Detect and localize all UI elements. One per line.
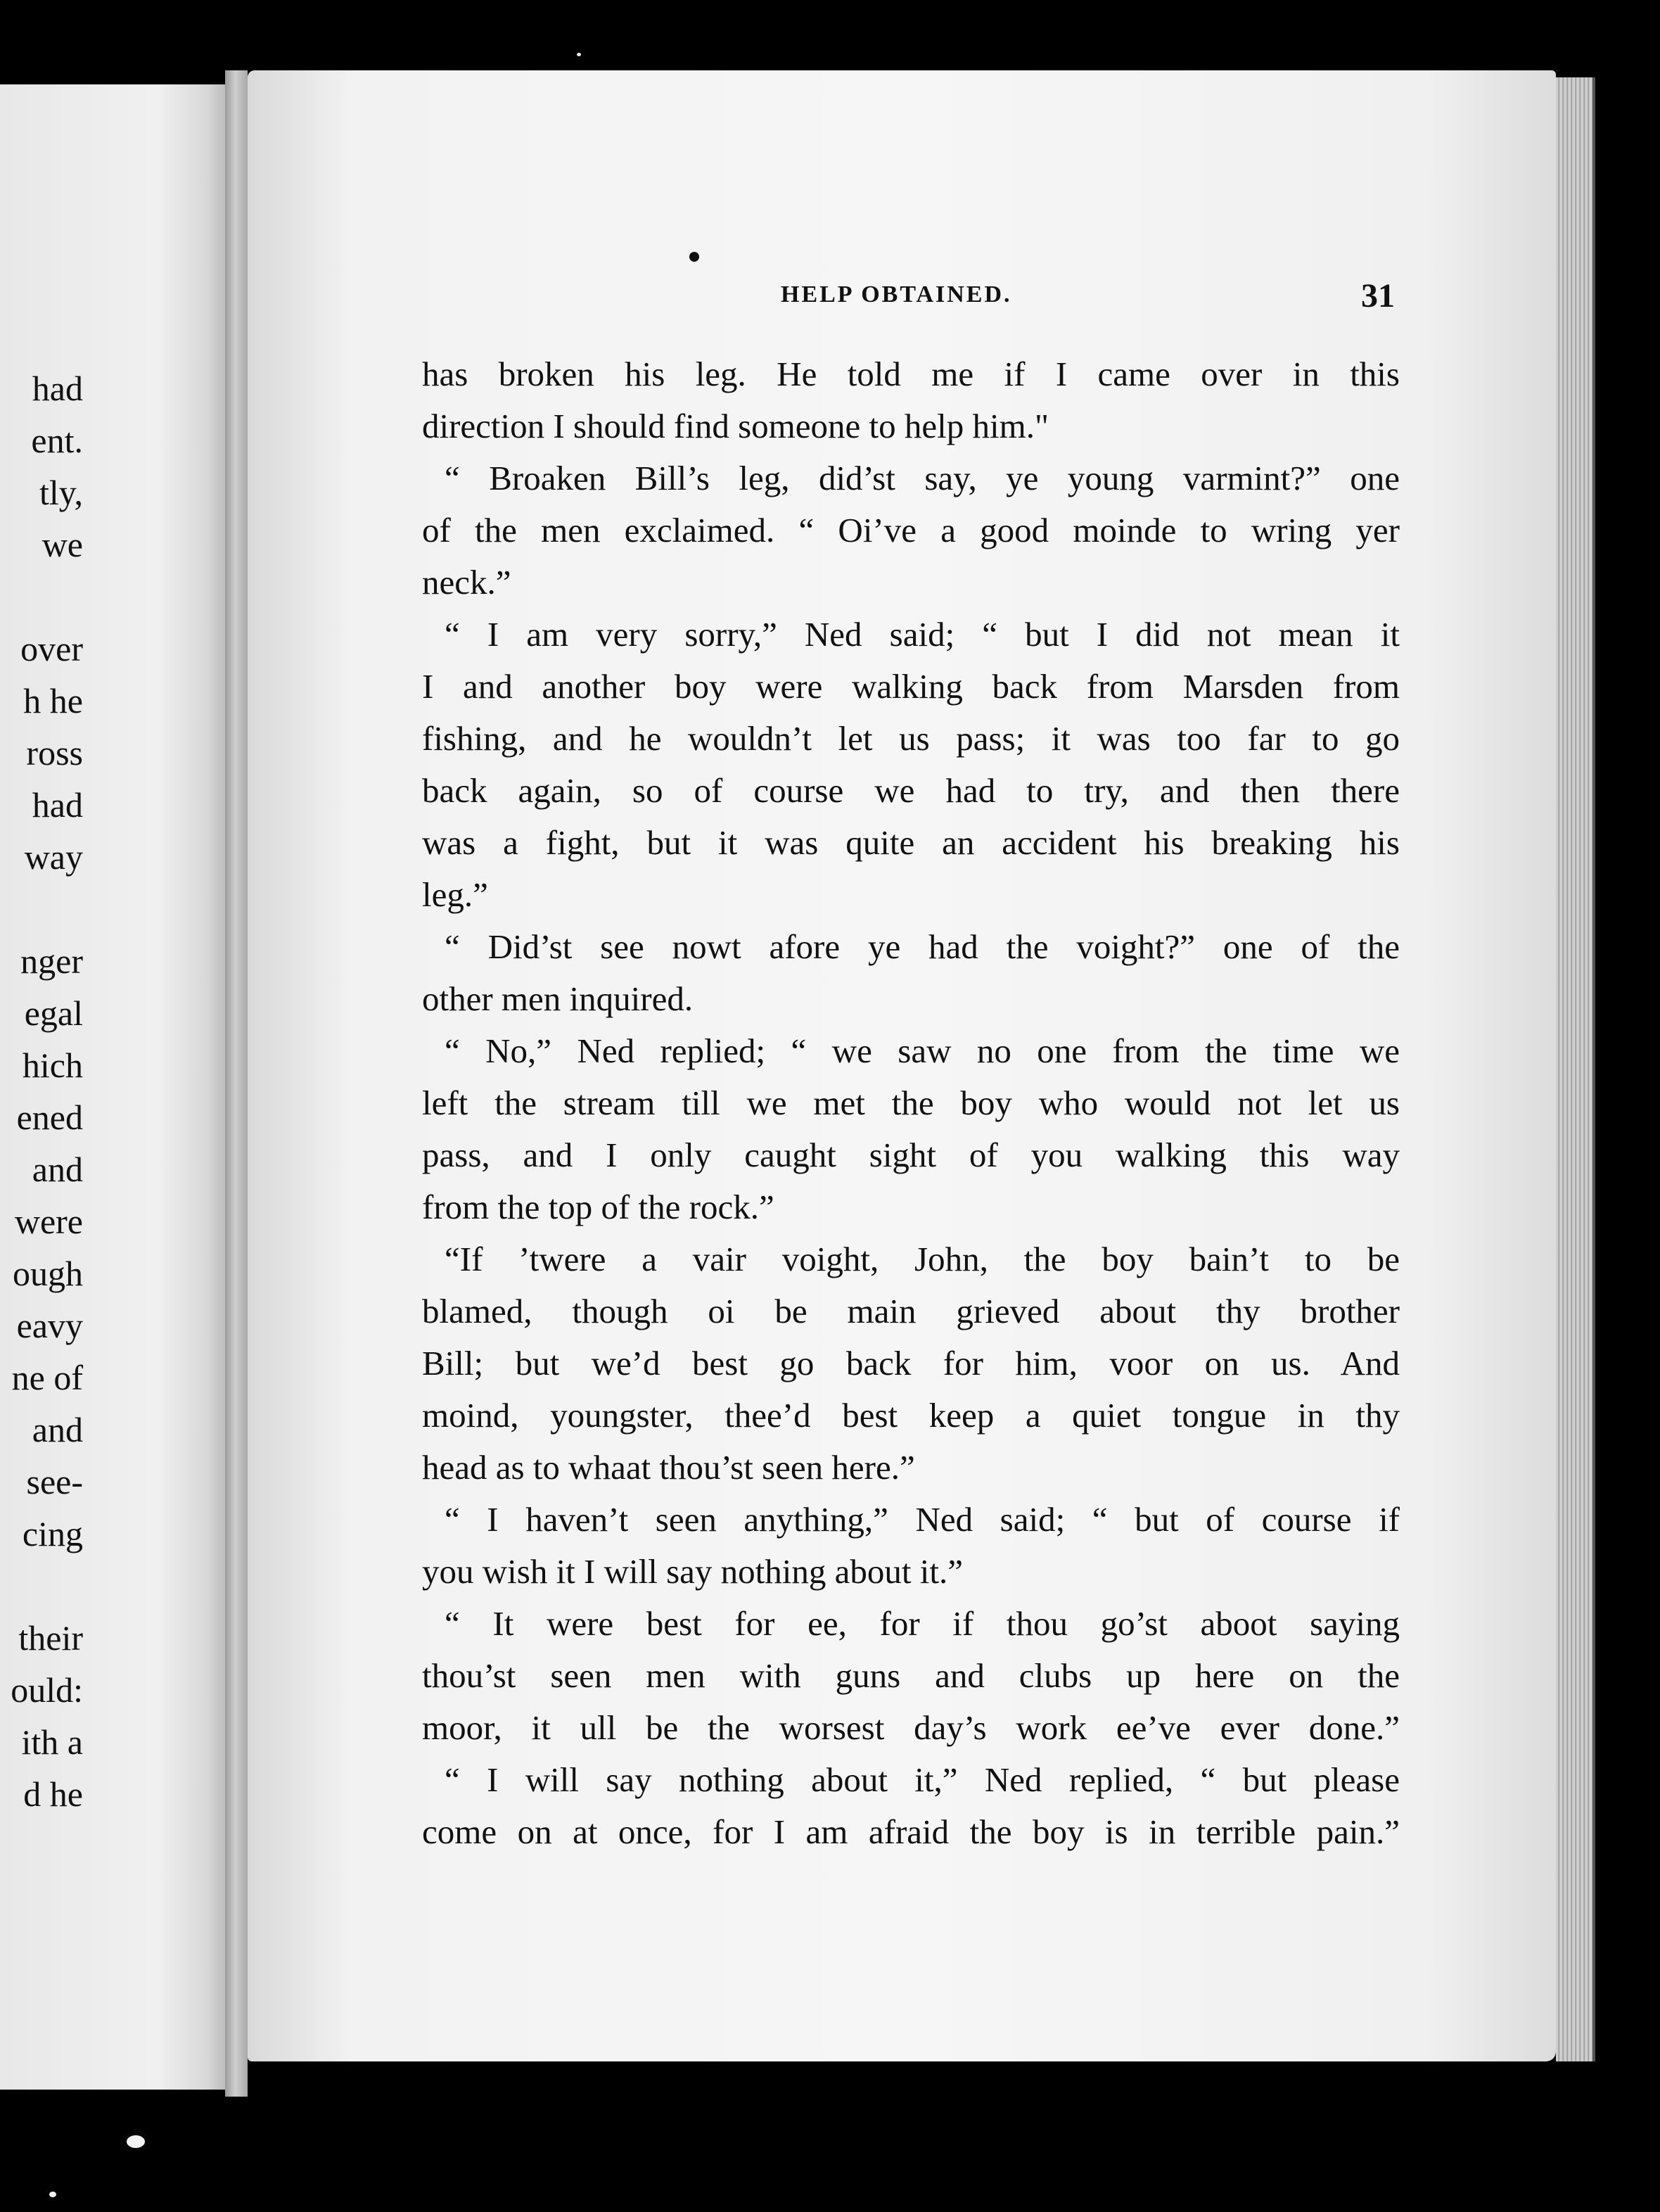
left-line: ent.: [31, 421, 83, 460]
text-line: leg.”: [422, 875, 488, 914]
left-line: had: [32, 785, 83, 825]
text-line: you wish it I will say nothing about it.”: [422, 1552, 963, 1591]
text-line: “ I am very sorry,” Ned said; “ but I did not mean it: [445, 615, 1400, 654]
text-line: “ I haven’t seen anything,” Ned said; “ but of course if: [445, 1500, 1400, 1539]
left-line: over: [20, 629, 83, 668]
text-line: from the top of the rock.”: [422, 1188, 774, 1226]
left-line: ould:: [11, 1670, 83, 1710]
text-line: “If ’twere a vair voight, John, the boy bain’t to be: [445, 1240, 1400, 1278]
left-page-text-fragments: [0, 362, 83, 1820]
text-line: thou’st seen men with guns and clubs up here on the: [422, 1656, 1400, 1695]
text-line: fishing, and he wouldn’t let us pass; it was too far to go: [422, 719, 1400, 758]
left-line: [0, 571, 83, 623]
left-line: and: [32, 1150, 83, 1189]
left-page: [0, 84, 225, 2090]
left-line: ough: [13, 1254, 83, 1293]
left-line: eavy: [16, 1306, 83, 1345]
text-line: “ Did’st see nowt afore ye had the voight?” one of the: [445, 927, 1400, 966]
text-line: pass, and I only caught sight of you walking this way: [422, 1136, 1400, 1174]
text-line: back again, so of course we had to try, and then there: [422, 771, 1400, 810]
running-head: HELP OBTAINED.: [781, 281, 1012, 307]
scan-speck: [577, 53, 581, 56]
text-line: moor, it ull be the worsest day’s work ee’ve ever done.”: [422, 1708, 1400, 1747]
body-text: [422, 348, 1400, 1858]
text-line: moind, youngster, thee’d best keep a quiet tongue in thy: [422, 1396, 1400, 1435]
left-line: [0, 883, 83, 935]
ink-dot: [689, 252, 699, 262]
scan-speck: [127, 2135, 145, 2148]
text-line: blamed, though oi be main grieved about thy brother: [422, 1292, 1400, 1330]
left-line: see-: [26, 1462, 83, 1501]
left-line: their: [18, 1618, 83, 1658]
book-gutter: [225, 70, 248, 2097]
text-line: left the stream till we met the boy who would not let us: [422, 1083, 1400, 1122]
left-line: ne of: [11, 1358, 83, 1397]
text-line: of the men exclaimed. “ Oi’ve a good moinde to wring yer: [422, 511, 1400, 549]
left-line: [0, 1560, 83, 1612]
left-line: d he: [23, 1774, 83, 1814]
text-line: neck.”: [422, 563, 511, 602]
left-line: ened: [16, 1098, 83, 1137]
text-line: “ Broaken Bill’s leg, did’st say, ye young varmint?” one: [445, 459, 1400, 497]
text-line: was a fight, but it was quite an accident his breaking his: [422, 823, 1400, 862]
left-line: we: [42, 525, 83, 564]
left-line: were: [14, 1202, 83, 1241]
scan-speck: [49, 2192, 56, 2197]
left-line: hich: [22, 1045, 83, 1085]
text-line: other men inquired.: [422, 979, 694, 1018]
left-line: and: [32, 1410, 83, 1449]
left-line: had: [32, 369, 83, 408]
left-line: ross: [26, 733, 83, 773]
text-line: “ I will say nothing about it,” Ned replied, “ but please: [445, 1760, 1400, 1799]
page-number: 31: [1361, 277, 1395, 314]
left-line: h he: [23, 681, 83, 720]
text-line: has broken his leg. He told me if I came over in this: [422, 355, 1400, 393]
text-line: come on at once, for I am afraid the boy is in terrible pain.”: [422, 1812, 1400, 1851]
page-fore-edge: [1556, 77, 1595, 2061]
left-line: ith a: [21, 1722, 83, 1762]
left-line: egal: [24, 993, 83, 1033]
text-line: head as to whaat thou’st seen here.”: [422, 1448, 915, 1487]
left-line: tly,: [39, 473, 83, 512]
text-line: “ It were best for ee, for if thou go’st aboot saying: [445, 1604, 1400, 1643]
text-line: Bill; but we’d best go back for him, voor on us. And: [422, 1344, 1400, 1382]
text-line: I and another boy were walking back from Marsden from: [422, 667, 1400, 706]
left-line: nger: [20, 941, 83, 981]
left-line: cing: [22, 1514, 83, 1553]
left-line: way: [24, 837, 83, 877]
text-line: direction I should find someone to help him.": [422, 407, 1049, 445]
text-line: “ No,” Ned replied; “ we saw no one from the time we: [445, 1031, 1400, 1070]
